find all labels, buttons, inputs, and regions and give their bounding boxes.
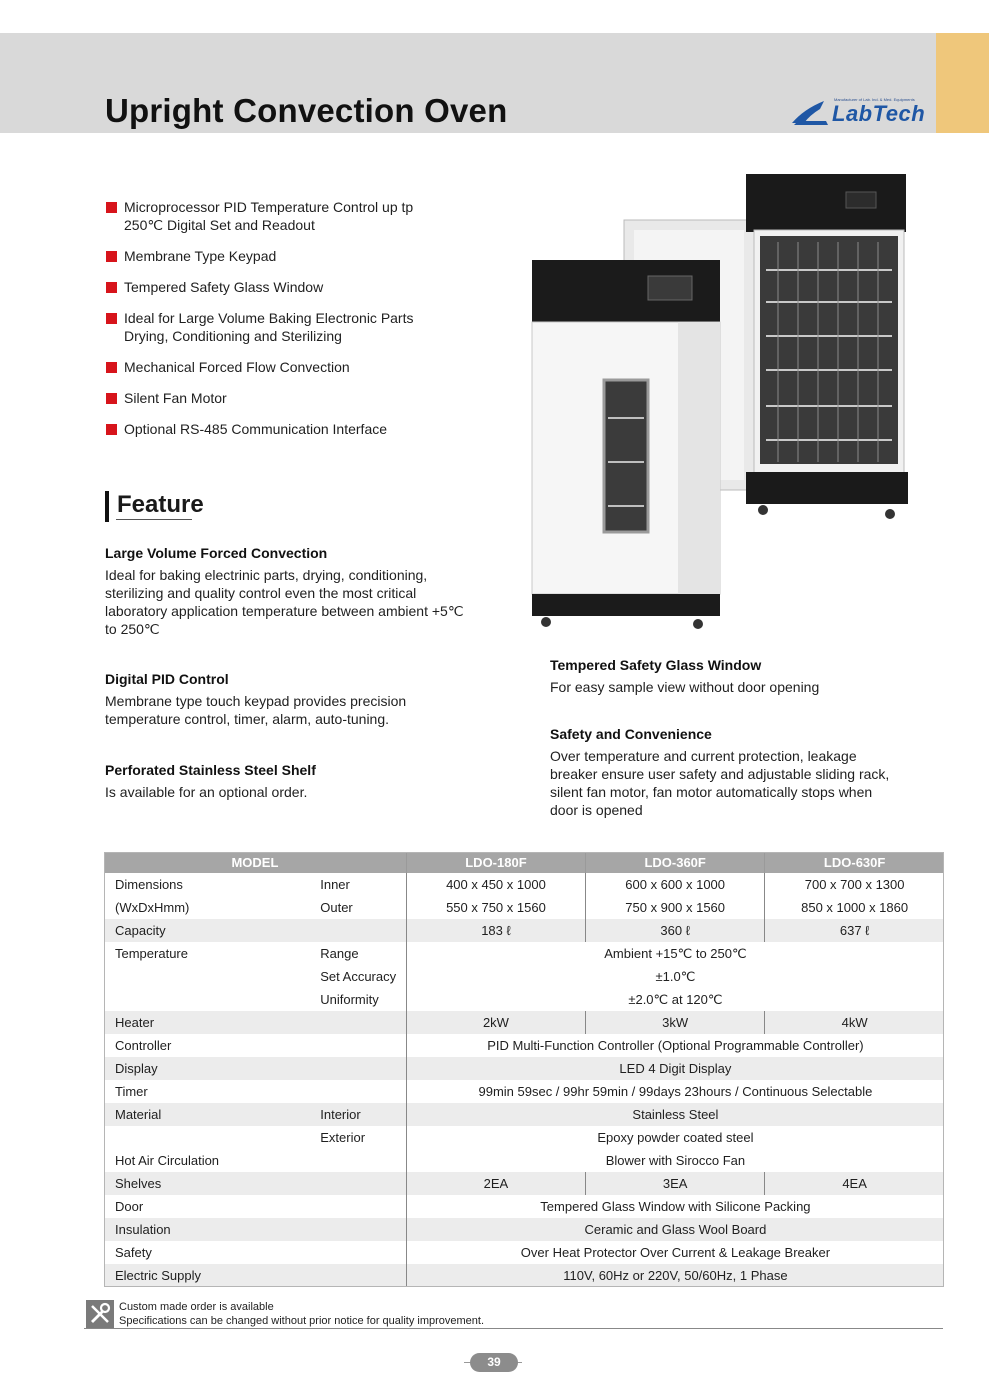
bullet-item: Optional RS-485 Communication Interface — [106, 420, 466, 438]
feature-heading: Feature — [105, 491, 204, 522]
oven-product-image — [528, 172, 923, 632]
feature-shelf — [105, 761, 465, 801]
table-row: Display LED 4 Digit Display — [104, 1057, 944, 1080]
feature-title: Safety and Convenience — [550, 726, 712, 742]
table-row: Shelves 2EA 3EA 4EA — [104, 1172, 944, 1195]
spec-table — [104, 852, 944, 1287]
feature-title: Tempered Safety Glass Window — [550, 657, 762, 673]
bullet-item: Membrane Type Keypad — [106, 247, 466, 265]
table-row: Capacity 183 ℓ 360 ℓ 637 ℓ — [104, 919, 944, 942]
table-row: Door Tempered Glass Window with Silicone Packing — [104, 1195, 944, 1218]
footnote-line-1: Custom made order is available — [119, 1301, 274, 1313]
bullet-item: Microprocessor PID Temperature Control up tp 250℃ Digital Set and Readout — [106, 198, 466, 234]
tools-icon — [86, 1300, 114, 1328]
table-row: Uniformity ±2.0℃ at 120℃ — [104, 988, 944, 1011]
header-accent — [936, 33, 989, 133]
table-row: (WxDxHmm) Outer 550 x 750 x 1560 750 x 900 x 1560 850 x 1000 x 1860 — [104, 896, 944, 919]
table-row: Electric Supply 110V, 60Hz or 220V, 50/60Hz, 1 Phase — [104, 1264, 944, 1287]
brand-tagline: Manufacturer of Lab. Ind. & Med. Equipments — [834, 97, 915, 102]
footnote — [119, 1300, 484, 1328]
table-row: Heater 2kW 3kW 4kW — [104, 1011, 944, 1034]
feature-title: Digital PID Control — [105, 671, 229, 687]
table-row: Material Interior Stainless Steel — [104, 1103, 944, 1126]
footnote-line-2: Specifications can be changed without prior notice for quality improvement. — [119, 1315, 485, 1327]
table-header-row — [104, 852, 944, 873]
bullet-item: Mechanical Forced Flow Convection — [106, 358, 466, 376]
feature-safety — [550, 725, 900, 819]
table-row: Temperature Range Ambient +15℃ to 250℃ — [104, 942, 944, 965]
feature-text: Ideal for baking electrinic parts, drying, conditioning, sterilizing and quality control even the most critical laboratory application temperature between ambient +5℃ to 250℃ — [105, 567, 464, 637]
feature-glass — [550, 656, 910, 696]
bullet-item: Ideal for Large Volume Baking Electronic Parts Drying, Conditioning and Sterilizing — [106, 309, 466, 345]
feature-text: Over temperature and current protection, leakage breaker ensure user safety and adjustable sliding rack, silent fan motor, fan motor automatically stops when door is opened — [550, 748, 890, 818]
page-title: Upright Convection Oven — [105, 92, 508, 129]
feature-text: Membrane type touch keypad provides precision temperature control, timer, alarm, auto-tuning. — [105, 693, 407, 727]
header-model-1: LDO-180F — [406, 852, 585, 873]
table-row: Insulation Ceramic and Glass Wool Board — [104, 1218, 944, 1241]
bullet-item: Silent Fan Motor — [106, 389, 466, 407]
feature-digital-pid — [105, 670, 465, 728]
table-row: Timer 99min 59sec / 99hr 59min / 99days 23hours / Continuous Selectable — [104, 1080, 944, 1103]
brand-name: LabTech — [832, 101, 926, 126]
header-model-2: LDO-360F — [586, 852, 765, 873]
feature-text: For easy sample view without door opening — [550, 679, 820, 695]
footnote-divider — [84, 1328, 943, 1329]
table-row: Controller PID Multi-Function Controller (Optional Programmable Controller) — [104, 1034, 944, 1057]
table-row: Dimensions Inner 400 x 450 x 1000 600 x 600 x 1000 700 x 700 x 1300 — [104, 873, 944, 896]
feature-large-volume — [105, 544, 485, 638]
page-number: 39 — [470, 1353, 518, 1372]
header-model-3: LDO-630F — [765, 852, 944, 873]
feature-title: Large Volume Forced Convection — [105, 545, 328, 561]
table-row: Set Accuracy ±1.0℃ — [104, 965, 944, 988]
table-row: Safety Over Heat Protector Over Current & Leakage Breaker — [104, 1241, 944, 1264]
bullet-item: Tempered Safety Glass Window — [106, 278, 466, 296]
feature-text: Is available for an optional order. — [105, 784, 308, 800]
table-row: Exterior Epoxy powder coated steel — [104, 1126, 944, 1149]
feature-underline — [116, 519, 192, 520]
feature-title: Perforated Stainless Steel Shelf — [105, 762, 316, 778]
header-model: MODEL — [104, 852, 406, 873]
feature-bullets — [106, 198, 466, 451]
table-row: Hot Air Circulation Blower with Sirocco Fan — [104, 1149, 944, 1172]
